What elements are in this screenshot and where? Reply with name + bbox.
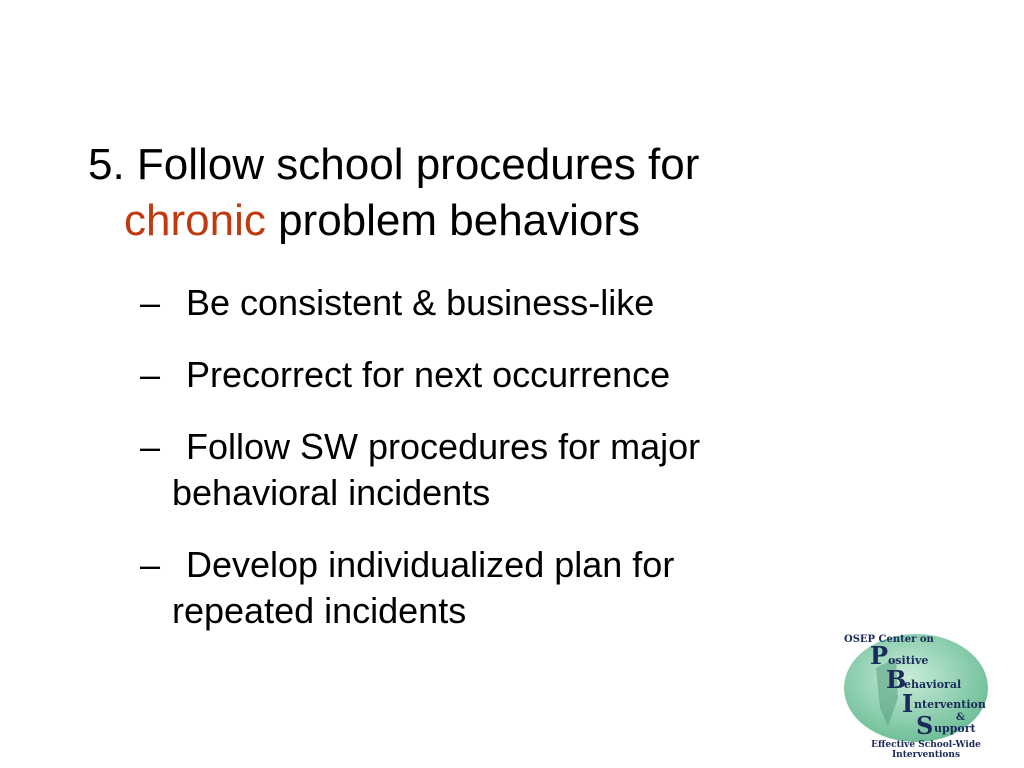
pbis-logo-graphic: [836, 628, 1016, 754]
sub-point-text: Follow SW procedures for major: [186, 426, 701, 467]
sub-point-list: [140, 280, 700, 660]
sub-point-text: Be consistent & business-like: [186, 282, 655, 323]
logo-header: OSEP Center on: [844, 634, 934, 645]
logo-word-behavioral: ehavioral: [904, 678, 962, 691]
logo-letter-i: I: [902, 689, 914, 718]
sub-point-text: Precorrect for next occurrence: [186, 354, 671, 395]
pbis-logo: [836, 628, 1016, 760]
logo-word-positive: ositive: [888, 654, 929, 667]
logo-word-support: upport: [934, 722, 976, 735]
sub-point: [140, 352, 700, 398]
logo-word-intervention: ntervention: [914, 698, 986, 711]
main-point-line2-rest: problem behaviors: [265, 196, 641, 245]
sub-point-continuation: repeated incidents: [172, 590, 467, 631]
logo-tagline: Effective School-Wide Interventions: [871, 740, 981, 760]
sub-point-continuation: behavioral incidents: [172, 472, 491, 513]
logo-ampersand: &: [956, 712, 966, 723]
main-point-line1: 5. Follow school procedures for: [88, 140, 700, 189]
main-point: [88, 137, 699, 249]
sub-point: [140, 542, 700, 634]
sub-point-text: Develop individualized plan for: [186, 544, 675, 585]
dash-bullet: –: [140, 354, 161, 395]
accent-word: chronic: [124, 196, 266, 245]
logo-letter-b: B: [886, 665, 907, 694]
dash-bullet: –: [140, 426, 161, 467]
sub-point: [140, 280, 700, 326]
main-point-line2: [88, 193, 699, 249]
logo-letter-s: S: [916, 711, 934, 740]
logo-letter-p: P: [870, 641, 889, 670]
sub-point: [140, 424, 700, 516]
dash-bullet: –: [140, 282, 161, 323]
dash-bullet: –: [140, 544, 161, 585]
